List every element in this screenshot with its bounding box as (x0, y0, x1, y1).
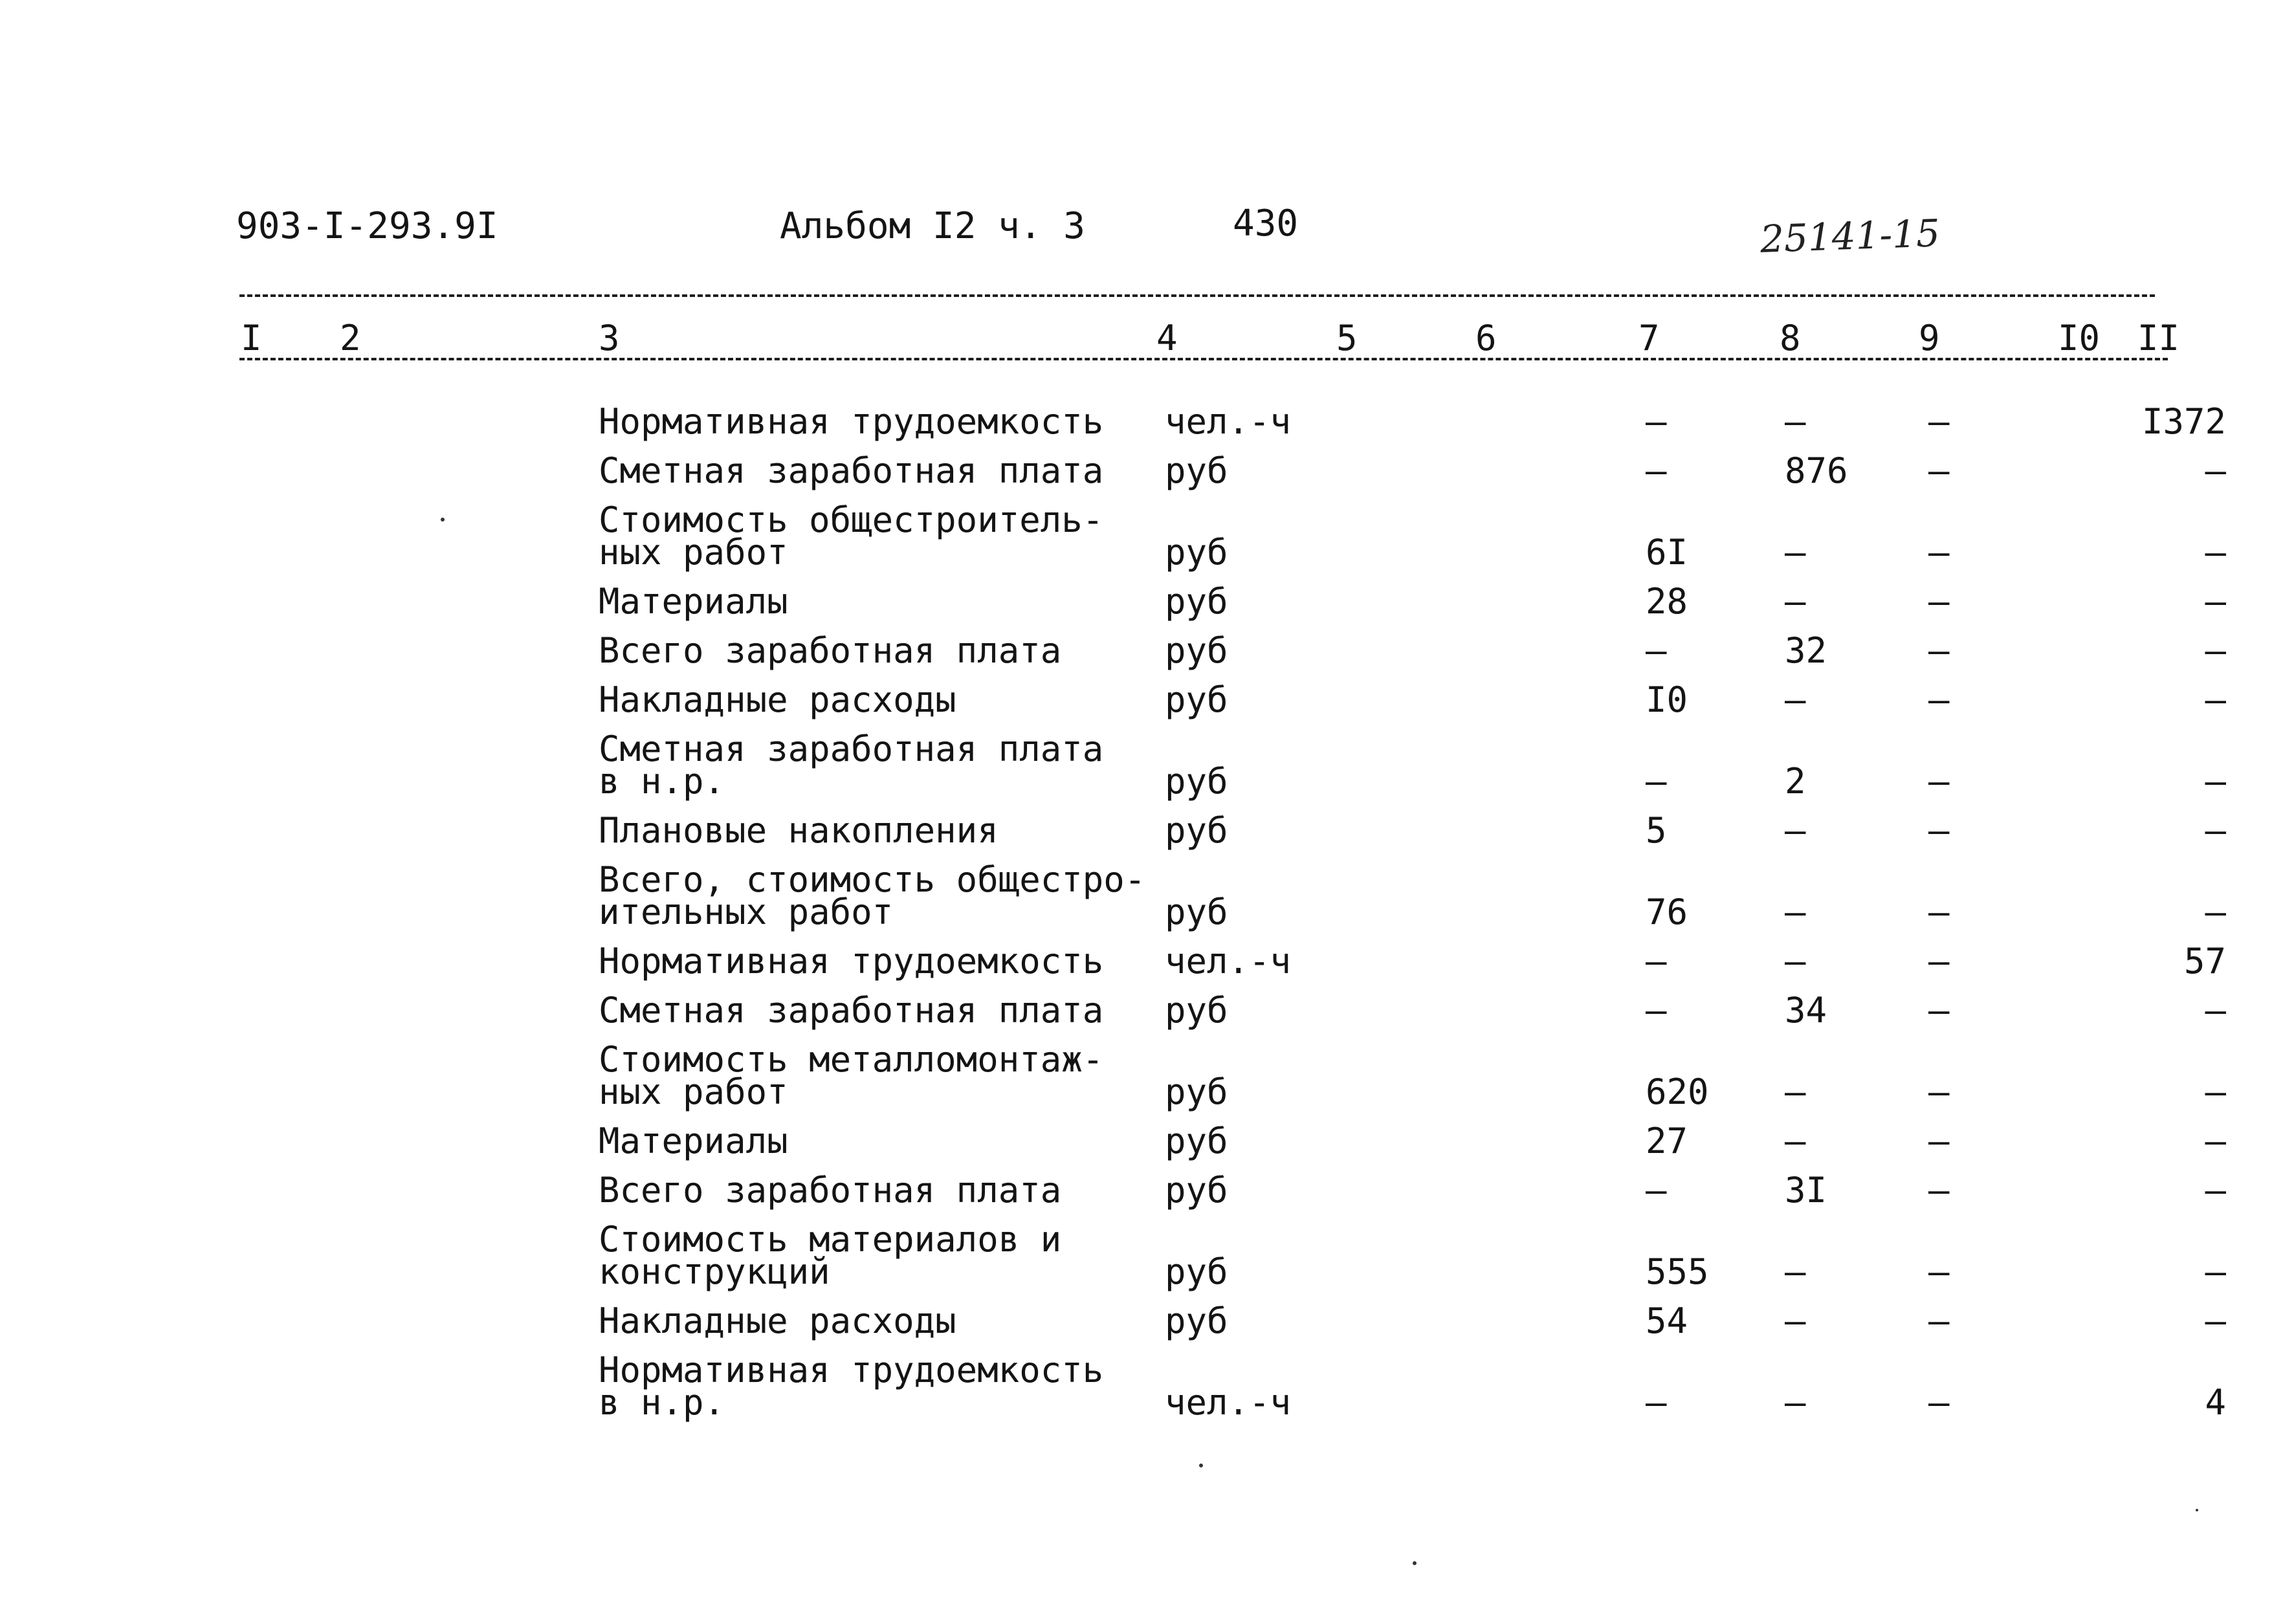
row-unit: руб (1165, 1071, 1228, 1112)
handwritten-reference: 25141-15 (1759, 211, 1941, 261)
row-col8-value: – (1785, 892, 1806, 932)
row-unit: руб (1165, 810, 1228, 851)
row-unit: руб (1165, 990, 1228, 1031)
row-col9-value: – (1928, 450, 1950, 491)
row-col11-value: 57 (2183, 941, 2226, 982)
row-col11-value: – (2205, 761, 2226, 802)
row-unit: чел.-ч (1165, 401, 1292, 442)
column-number: 8 (1780, 318, 1801, 358)
row-col9-value: – (1928, 761, 1950, 802)
row-name-line: в н.р. (599, 1382, 725, 1423)
row-name-line: ных работ (599, 1071, 788, 1112)
row-col7-value: 5 (1646, 810, 1667, 851)
column-number: 4 (1156, 318, 1178, 358)
row-name-line: Накладные расходы (599, 1300, 956, 1341)
page-number: 430 (1233, 203, 1299, 245)
row-col9-value: – (1928, 892, 1950, 932)
row-unit: руб (1165, 761, 1228, 802)
column-number: 3 (599, 318, 620, 358)
row-name-line: Всего, стоимость общестро- (599, 859, 1146, 900)
row-col7-value: 620 (1646, 1071, 1709, 1112)
row-col11-value: – (2205, 1300, 2226, 1341)
row-col7-value: – (1646, 1382, 1667, 1423)
row-col9-value: – (1928, 1382, 1950, 1423)
row-col8-value: – (1785, 581, 1806, 622)
row-col8-value: – (1785, 679, 1806, 720)
row-col8-value: 876 (1785, 450, 1848, 491)
row-col8-value: 34 (1785, 990, 1827, 1031)
row-unit: руб (1165, 1300, 1228, 1341)
row-col8-value: – (1785, 401, 1806, 442)
row-col9-value: – (1928, 679, 1950, 720)
row-unit: руб (1165, 581, 1228, 622)
row-col8-value: – (1785, 1382, 1806, 1423)
row-col7-value: 54 (1646, 1300, 1688, 1341)
row-unit: руб (1165, 1170, 1228, 1211)
row-col9-value: – (1928, 1121, 1950, 1161)
column-number: I (241, 318, 262, 358)
column-number: 5 (1336, 318, 1358, 358)
row-unit: руб (1165, 892, 1228, 932)
row-col7-value: I0 (1646, 679, 1688, 720)
row-name-line: Стоимость металломонтаж- (599, 1039, 1104, 1080)
row-col7-value: – (1646, 990, 1667, 1031)
row-col7-value: – (1646, 630, 1667, 671)
row-name-line: Материалы (599, 581, 788, 622)
column-number: 2 (340, 318, 361, 358)
row-name-line: в н.р. (599, 761, 725, 802)
row-col9-value: – (1928, 1071, 1950, 1112)
row-col11-value: – (2205, 450, 2226, 491)
row-col7-value: 555 (1646, 1251, 1709, 1292)
row-col7-value: – (1646, 761, 1667, 802)
row-col11-value: – (2205, 630, 2226, 671)
row-name-line: Нормативная трудоемкость (599, 1350, 1104, 1390)
row-col8-value: – (1785, 941, 1806, 982)
column-number: II (2137, 318, 2180, 358)
row-unit: руб (1165, 532, 1228, 573)
row-col11-value: – (2205, 810, 2226, 851)
row-unit: руб (1165, 679, 1228, 720)
row-col8-value: – (1785, 1251, 1806, 1292)
row-col9-value: – (1928, 1170, 1950, 1211)
row-col11-value: – (2205, 892, 2226, 932)
row-name-line: Материалы (599, 1121, 788, 1161)
row-col9-value: – (1928, 990, 1950, 1031)
row-name-line: Нормативная трудоемкость (599, 941, 1104, 982)
row-col7-value: 76 (1646, 892, 1688, 932)
row-name-line: ительных работ (599, 892, 894, 932)
row-name-line: Стоимость общестроитель- (599, 499, 1104, 540)
scan-speck (1199, 1464, 1203, 1467)
row-col9-value: – (1928, 581, 1950, 622)
row-name-line: Сметная заработная плата (599, 729, 1104, 769)
row-col11-value: – (2205, 532, 2226, 573)
column-number: I0 (2058, 318, 2101, 358)
row-col7-value: 27 (1646, 1121, 1688, 1161)
row-name-line: ных работ (599, 532, 788, 573)
document-code: 903-I-293.9I (236, 205, 498, 247)
row-col7-value: 28 (1646, 581, 1688, 622)
scan-speck (441, 518, 445, 521)
row-name-line: Всего заработная плата (599, 1170, 1062, 1211)
row-col7-value: – (1646, 401, 1667, 442)
row-col8-value: 3I (1785, 1170, 1827, 1211)
column-number: 6 (1475, 318, 1497, 358)
album-label: Альбом I2 ч. 3 (780, 205, 1086, 247)
row-name-line: Стоимость материалов и (599, 1219, 1062, 1260)
row-col8-value: 2 (1785, 761, 1806, 802)
row-name-line: Накладные расходы (599, 679, 956, 720)
row-col8-value: – (1785, 1300, 1806, 1341)
row-unit: руб (1165, 630, 1228, 671)
row-name-line: Сметная заработная плата (599, 450, 1104, 491)
row-name-line: Нормативная трудоемкость (599, 401, 1104, 442)
column-number-rule (239, 358, 2168, 360)
row-col11-value: – (2205, 679, 2226, 720)
row-col11-value: – (2205, 990, 2226, 1031)
row-name-line: конструкций (599, 1251, 830, 1292)
row-name-line: Всего заработная плата (599, 630, 1062, 671)
row-col11-value: – (2205, 1121, 2226, 1161)
row-col11-value: – (2205, 1071, 2226, 1112)
column-number: 9 (1919, 318, 1940, 358)
row-unit: чел.-ч (1165, 941, 1292, 982)
row-col7-value: – (1646, 941, 1667, 982)
row-name-line: Плановые накопления (599, 810, 998, 851)
row-col9-value: – (1928, 532, 1950, 573)
scan-speck (1413, 1561, 1417, 1565)
row-col11-value: – (2205, 581, 2226, 622)
row-col9-value: – (1928, 1300, 1950, 1341)
row-unit: чел.-ч (1165, 1382, 1292, 1423)
row-unit: руб (1165, 450, 1228, 491)
row-unit: руб (1165, 1121, 1228, 1161)
row-col8-value: – (1785, 810, 1806, 851)
row-col9-value: – (1928, 630, 1950, 671)
column-number: 7 (1638, 318, 1660, 358)
row-col8-value: – (1785, 1071, 1806, 1112)
row-col9-value: – (1928, 810, 1950, 851)
row-col11-value: – (2205, 1170, 2226, 1211)
row-unit: руб (1165, 1251, 1228, 1292)
row-col8-value: – (1785, 1121, 1806, 1161)
row-name-line: Сметная заработная плата (599, 990, 1104, 1031)
row-col7-value: – (1646, 1170, 1667, 1211)
row-col7-value: 6I (1646, 532, 1688, 573)
row-col9-value: – (1928, 1251, 1950, 1292)
row-col11-value: 4 (2205, 1382, 2226, 1423)
row-col7-value: – (1646, 450, 1667, 491)
top-dashed-rule (239, 294, 2155, 297)
row-col9-value: – (1928, 941, 1950, 982)
row-col11-value: – (2205, 1251, 2226, 1292)
row-col8-value: 32 (1785, 630, 1827, 671)
scan-speck (2196, 1509, 2198, 1511)
row-col8-value: – (1785, 532, 1806, 573)
row-col9-value: – (1928, 401, 1950, 442)
row-col11-value: I372 (2141, 401, 2226, 442)
